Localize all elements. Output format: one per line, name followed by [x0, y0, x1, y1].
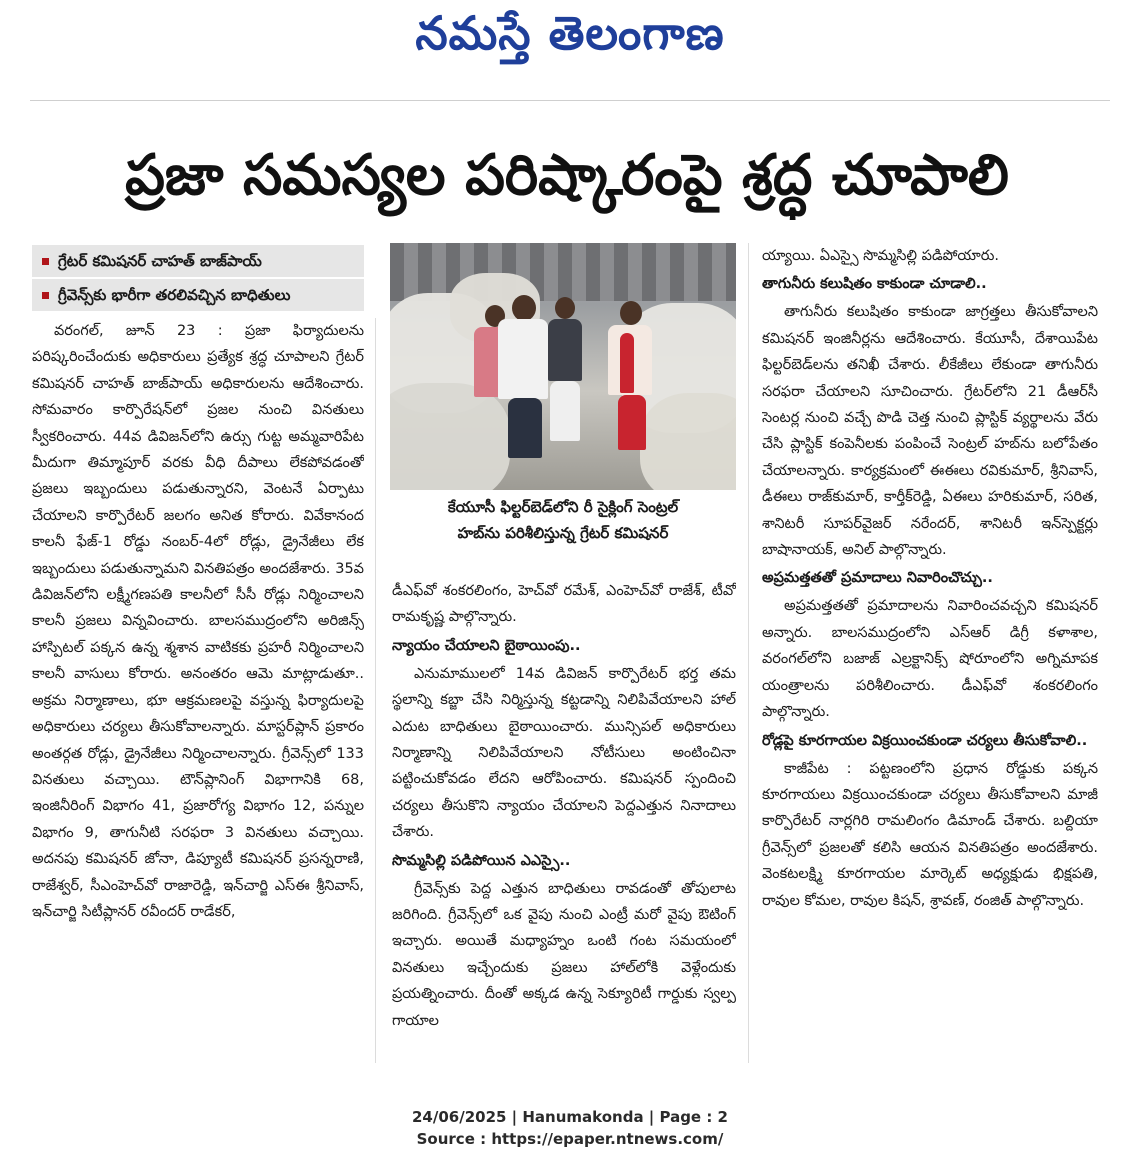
- article-paragraph: కాజీపేట : పట్టణంలోని ప్రధాన రోడ్డుకు పక్కన కూరగాయలు విక్రయించకుండా చర్యలు తీసుకోవాలని మాజీ కార్పొరేటర్ నార్లగిరి రామలింగం డిమాండ్ చేశారు. బల్దియా గ్రీవెన్స్‌లో ప్రజలతో కలిసి ఆయన వినతిపత్రం అందజేశారు. వెంకటలక్ష్మి కూరగాయల మార్కెట్ అధ్యక్షుడు భిక్షపతి, రావుల కోమల, రావుల కిషన్, శ్రావణ్, రంజిత్ పాల్గొన్నారు.: [762, 760, 1098, 909]
- article-subheading: రోడ్లపై కూరగాయల విక్రయించకుండా చర్యలు తీసుకోవాలి..: [762, 732, 1088, 749]
- column-divider: [748, 243, 749, 1063]
- news-photo: [390, 243, 736, 490]
- masthead-logo: నమస్తే తెలంగాణ: [415, 6, 725, 60]
- person-legs: [550, 381, 580, 441]
- bullet-square-icon: [42, 258, 49, 265]
- article-subheading: తాగునీరు కలుషితం కాకుండా చూడాలి..: [762, 276, 987, 293]
- top-divider: [30, 100, 1110, 101]
- person-scarf: [620, 333, 634, 393]
- article-column-2: [392, 578, 736, 1063]
- highlight-item: [32, 245, 364, 279]
- article-column-1: [32, 318, 364, 1063]
- person-legs: [618, 395, 646, 450]
- article-paragraph: తాగునీరు కలుషితం కాకుండా జాగ్రత్తలు తీసుకోవాలని కమిషనర్ ఇంజినీర్లను ఆదేశించారు. కేయూసీ, దేశాయిపేట ఫిల్టర్‌బెడ్‌లను తనిఖీ చేశారు. లీకేజీలు లేకుండా తాగునీరు సరఫరా చేయాలని సూచించారు. గ్రేటర్‌లోని 21 డీఆర్‌సీ సెంటర్ల నుంచి వచ్చే పొడి చెత్త నుంచి ప్లాస్టిక్ వ్యర్థాలను వేరు చేసి ప్లాస్టిక్ కంపెనీలకు పంపించే సెంట్రల్ హబ్‌ను బలోపేతం చేయాలన్నారు. కార్యక్రమంలో ఈఈలు రవికుమార్, శ్రీనివాస్, డీఈలు రాజ్‌కుమార్, కార్తీక్‌రెడ్డి, ఏఈలు హరికుమార్, సరిత, శానిటరీ సూపర్‌వైజర్ నరేందర్, శానిటరీ ఇన్‌స్పెక్టర్లు బాషానాయక్, అనిల్ పాల్గొన్నారు.: [762, 304, 1098, 559]
- person-figure: [498, 319, 548, 399]
- person-figure: [548, 319, 582, 381]
- person-legs: [508, 398, 542, 458]
- article-subheading: సొమ్మసిల్లి పడిపోయిన ఎఎస్సై..: [392, 852, 571, 869]
- footer-dateline: 24/06/2025 | Hanumakonda | Page : 2: [411, 1108, 728, 1126]
- article-paragraph: గ్రీవెన్స్‌కు పెద్ద ఎత్తున బాధితులు రావడంతో తోపులాట జరిగింది. గ్రీవెన్స్‌లో ఒక వైపు నుంచి ఎంట్రీ మరో వైపు ఔటింగ్ ఇచ్చారు. అయితే మధ్యాహ్నం ఒంటి గంట సమయంలో వినతులు ఇచ్చేందుకు ప్రజలు హాల్‌లోకి వెళ్లేందుకు ప్రయత్నించారు. దీంతో అక్కడ ఉన్న సెక్యూరిటీ గార్డుకు స్వల్ప గాయాల: [392, 880, 736, 1029]
- person-head: [512, 295, 536, 321]
- article-subheading: అప్రమత్తతతో ప్రమాదాలు నివారించొచ్చు..: [762, 570, 993, 587]
- highlight-item: [32, 279, 364, 313]
- article-paragraph: య్యాయి. ఏఎస్సై సొమ్మసిల్లి పడిపోయారు.: [762, 248, 999, 264]
- highlights-box: [32, 245, 364, 313]
- caption-line: కేయూసీ ఫిల్టర్‌బెడ్‌లోని రీ సైక్లింగ్ సెంట్రల్: [447, 498, 679, 516]
- article-paragraph: ఎనుమాములలో 14వ డివిజన్ కార్పొరేటర్ భర్త తమ స్థలాన్ని కబ్జా చేసి నిర్మిస్తున్న కట్టడాన్ని నిలిపివేయాలని హాల్ ఎదుట బాధితులు బైఠాయించారు. మున్సిపల్ అధికారులు నిర్మాణాన్ని నిలిపివేయాలని నోటీసులు అంటించినా పట్టించుకోవడం లేదని ఆరోపించారు. కమిషనర్ స్పందించి చర్యలు తీసుకొని న్యాయం చేయాలని పెద్దఎత్తున నినాదాలు చేశారు.: [392, 665, 736, 841]
- highlight-text: గ్రీవెన్స్‌కు భారీగా తరలివచ్చిన బాధితులు: [58, 286, 291, 304]
- page-headline: ప్రజా సమస్యల పరిష్కారంపై శ్రద్ధ చూపాలి: [125, 142, 1009, 208]
- bullet-square-icon: [42, 292, 49, 299]
- caption-line: హబ్‌ను పరిశీలిస్తున్న గ్రేటర్ కమిషనర్: [457, 524, 669, 542]
- person-head: [555, 297, 575, 319]
- photo-bag: [390, 383, 510, 490]
- article-paragraph: వరంగల్, జూన్ 23 : ప్రజా ఫిర్యాదులను పరిష్కరించేందుకు అధికారులు ప్రత్యేక శ్రద్ధ చూపాలని గ్రేటర్ కమిషనర్ చాహత్ బాజ్‌పాయ్ అధికారులను ఆదేశించారు. సోమవారం కార్పొరేషన్‌లో ప్రజల నుంచి వినతులు స్వీకరించారు. 44వ డివిజన్‌లోని ఉర్సు గుట్ట అమ్మవారిపేట మీదుగా తిమ్మాపూర్ వరకు వీధి దీపాలు లేకపోవడంతో ప్రజలు ఇబ్బందులు పడుతున్నారని, వెంటనే ఏర్పాటు చేయాలని కార్పొరేటర్ జలగం అనిత కోరారు. వివేకానంద కాలనీ ఫేజ్-1 రోడ్డు నంబర్-4లో రోడ్లు, డ్రైనేజీలు లేక ఇబ్బందులు పడుతున్నామని వినతిపత్రం అందజేశారు. 35వ డివిజన్‌లోని లక్ష్మీగణపతి కాలనీలో సీసీ రోడ్లు నిర్మించాలని కాలనీ ప్రజలు విన్నవించారు. బాలసముద్రంలోని అరిజిన్స్ హాస్పిటల్ పక్కన ఉన్న శ్మశాన వాటికకు ప్రహరీ నిర్మించాలని కాలనీ వాసులు కోరారు. అనంతరం ఆమె మాట్లాడుతూ.. అక్రమ నిర్మాణాలు, భూ ఆక్రమణలపై వస్తున్న ఫిర్యాదులపై అధికారులు చర్యలు తీసుకోవాలన్నారు. మాస్టర్‌ప్లాన్ ప్రకారం అంతర్గత రోడ్లు, డ్రైనేజీలు నిర్మించాలన్నారు. గ్రీవెన్స్‌లో 133 వినతులు వచ్చాయి. టౌన్‌ప్లానింగ్ విభాగానికి 68, ఇంజినీరింగ్ విభాగం 41, ప్రజారోగ్య విభాగం 12, పన్నుల విభాగం 9, తాగునీటి సరఫరా 3 వినతులు వచ్చాయి. అదనపు కమిషనర్ జోనా, డిప్యూటీ కమిషనర్ ప్రసన్నరాణి, రాజేశ్వర్, సీఎంహెచ్‌వో రాజారెడ్డి, ఇన్‌చార్జి ఎస్‌ఈ శ్రీనివాస్, ఇన్‌చార్జి సిటీప్లానర్ రవీందర్ రాడేకర్,: [32, 323, 364, 920]
- article-subheading: న్యాయం చేయాలని బైఠాయింపు..: [392, 637, 581, 654]
- highlight-text: గ్రేటర్ కమిషనర్ చాహత్ బాజ్‌పాయ్: [58, 252, 262, 270]
- footer-source: Source : https://epaper.ntnews.com/: [416, 1130, 724, 1148]
- person-head: [620, 301, 642, 325]
- article-paragraph: అప్రమత్తతతో ప్రమాదాలను నివారించవచ్చని కమిషనర్ అన్నారు. బాలసముద్రంలోని ఎస్‌ఆర్ డిగ్రీ కళాశాల, వరంగల్‌లోని బజాజ్ ఎల్రక్టానిక్స్ షోరూంలోని అగ్నిమాపక యంత్రాలను పరిశీలించారు. డీఎఫ్‌వో శంకరలింగం పాల్గొన్నారు.: [762, 598, 1098, 721]
- article-paragraph: డీఎఫ్‌వో శంకరలింగం, హెచ్‌వో రమేశ్, ఎంహెచ్‌వో రాజేశ్, టీవో రామకృష్ణ పాల్గొన్నారు.: [392, 583, 736, 626]
- photo-bag: [640, 393, 736, 490]
- article-column-3: [762, 243, 1098, 1063]
- column-divider: [375, 318, 376, 1063]
- photo-caption: [390, 494, 736, 546]
